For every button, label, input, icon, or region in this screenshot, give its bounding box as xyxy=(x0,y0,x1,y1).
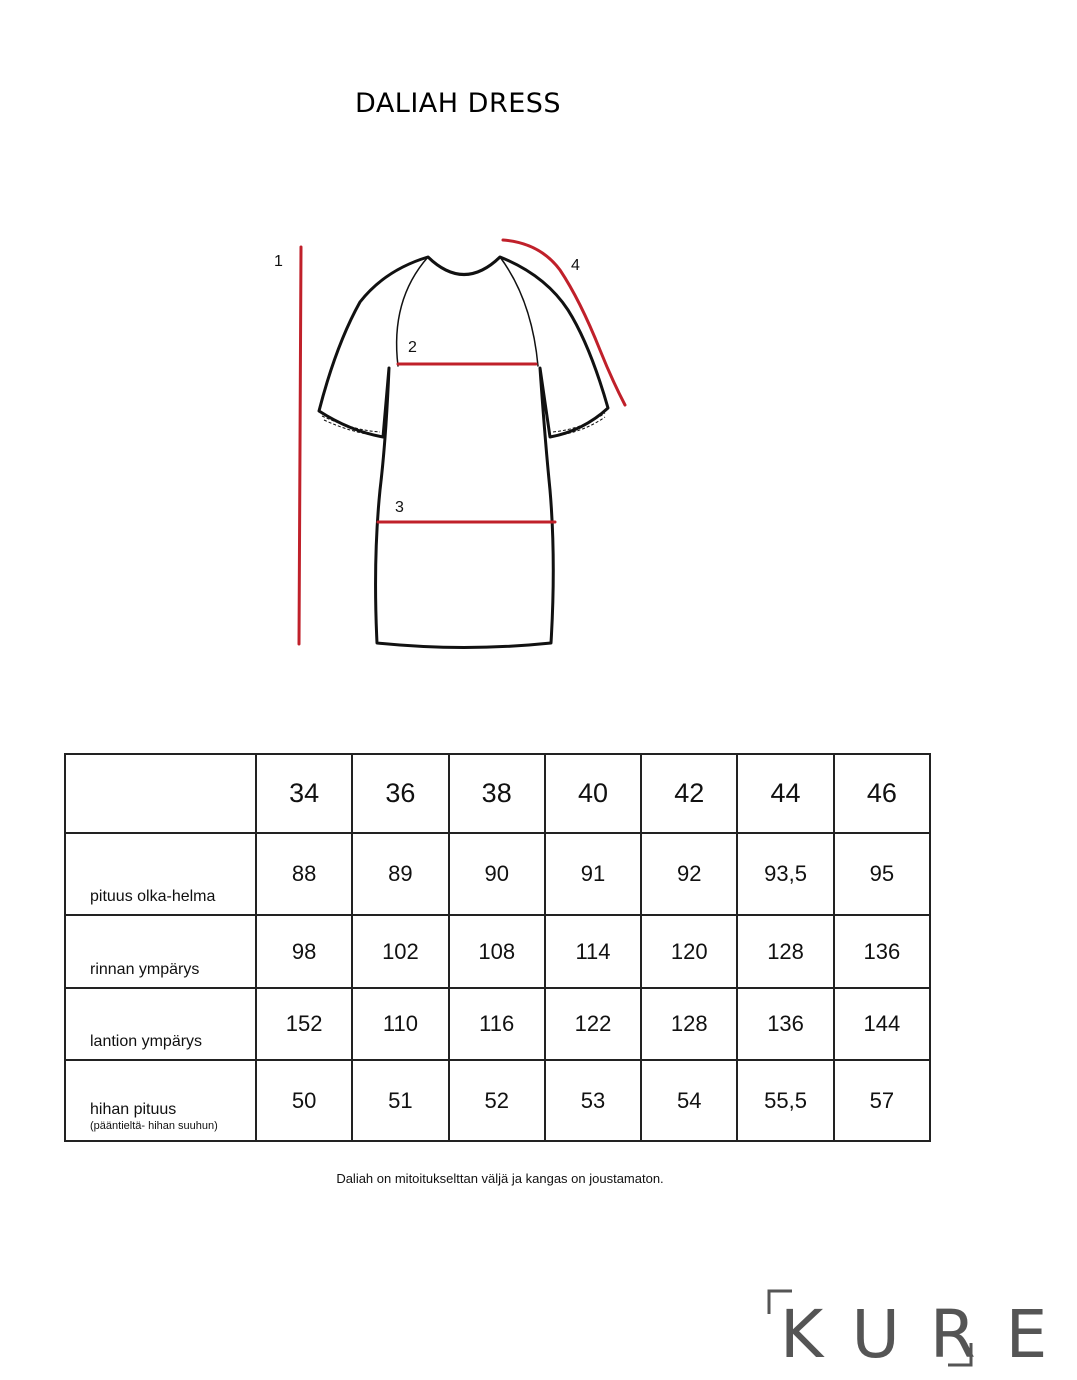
size-header: 34 xyxy=(256,754,352,833)
table-cell: 136 xyxy=(834,915,930,988)
table-cell: 122 xyxy=(545,988,641,1060)
size-header: 44 xyxy=(737,754,833,833)
table-cell: 128 xyxy=(641,988,737,1060)
row-label: rinnan ympärys xyxy=(65,915,256,988)
table-cell: 93,5 xyxy=(737,833,833,915)
row-label: pituus olka-helma xyxy=(65,833,256,915)
table-cell: 114 xyxy=(545,915,641,988)
fit-note: Daliah on mitoitukselttan väljä ja kangas on joustamaton. xyxy=(336,1171,664,1186)
table-cell: 53 xyxy=(545,1060,641,1141)
size-header: 46 xyxy=(834,754,930,833)
table-cell: 57 xyxy=(834,1060,930,1141)
table-cell: 98 xyxy=(256,915,352,988)
table-cell: 51 xyxy=(352,1060,448,1141)
measure-line-4 xyxy=(503,240,625,405)
table-cell: 120 xyxy=(641,915,737,988)
page-title: DALIAH DRESS xyxy=(355,88,562,119)
table-cell: 92 xyxy=(641,833,737,915)
marker-1: 1 xyxy=(274,253,283,270)
measurement-lines xyxy=(299,240,625,644)
marker-2: 2 xyxy=(408,339,417,356)
row-label xyxy=(65,1060,256,1141)
size-header: 38 xyxy=(449,754,545,833)
table-row xyxy=(65,988,930,1060)
dress-outline xyxy=(319,257,608,648)
table-cell: 89 xyxy=(352,833,448,915)
table-row xyxy=(65,833,930,915)
table-cell: 95 xyxy=(834,833,930,915)
table-cell: 50 xyxy=(256,1060,352,1141)
table-row xyxy=(65,915,930,988)
table-cell: 128 xyxy=(737,915,833,988)
size-table xyxy=(64,753,931,1142)
table-cell: 108 xyxy=(449,915,545,988)
row-label: lantion ympärys xyxy=(65,988,256,1060)
row-label-sub: (pääntieltä- hihan suuhun) xyxy=(90,1120,218,1132)
table-cell: 54 xyxy=(641,1060,737,1141)
table-corner xyxy=(65,754,256,833)
dress-diagram xyxy=(0,0,1000,700)
table-cell: 52 xyxy=(449,1060,545,1141)
measure-line-1 xyxy=(299,247,301,644)
table-cell: 102 xyxy=(352,915,448,988)
size-header: 36 xyxy=(352,754,448,833)
row-label-main: hihan pituus xyxy=(90,1101,177,1118)
table-cell: 116 xyxy=(449,988,545,1060)
table-row xyxy=(65,1060,930,1141)
table-cell: 90 xyxy=(449,833,545,915)
table-cell: 55,5 xyxy=(737,1060,833,1141)
marker-4: 4 xyxy=(571,257,580,274)
table-cell: 144 xyxy=(834,988,930,1060)
table-cell: 110 xyxy=(352,988,448,1060)
size-header: 42 xyxy=(641,754,737,833)
table-cell: 88 xyxy=(256,833,352,915)
size-header: 40 xyxy=(545,754,641,833)
table-cell: 136 xyxy=(737,988,833,1060)
table-cell: 91 xyxy=(545,833,641,915)
marker-3: 3 xyxy=(395,499,404,516)
kure-logo: KURE xyxy=(780,1296,1077,1373)
table-cell: 152 xyxy=(256,988,352,1060)
size-header-row xyxy=(65,754,930,833)
